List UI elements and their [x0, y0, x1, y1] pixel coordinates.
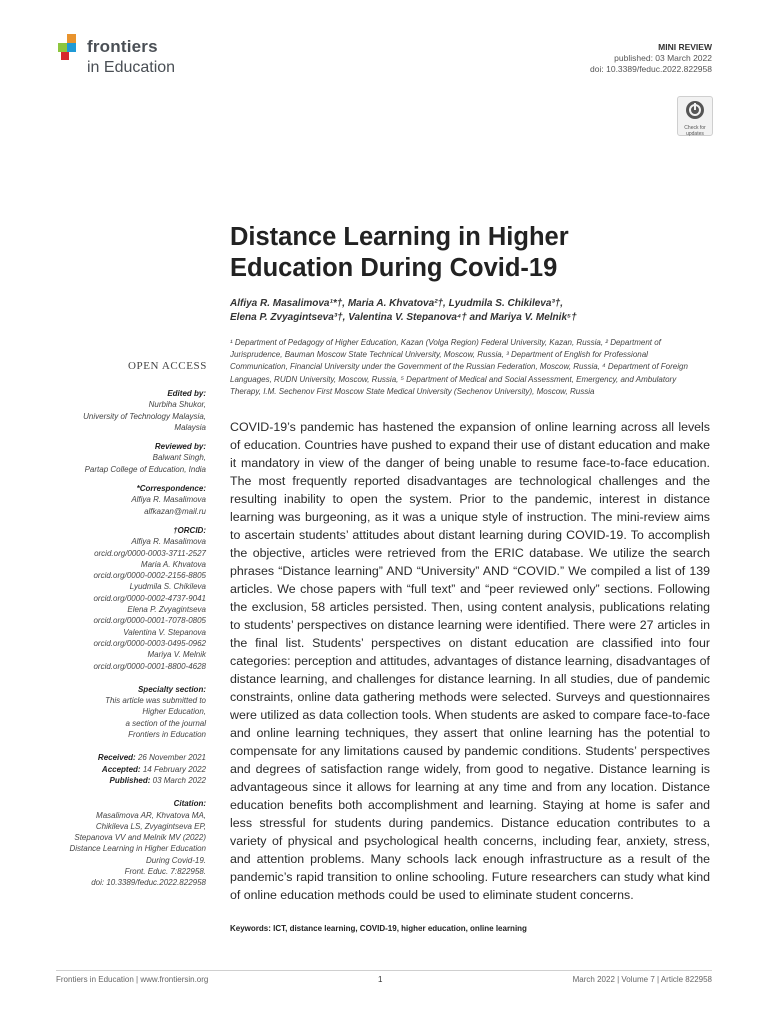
logo-journal: in Education: [87, 59, 176, 76]
footer-journal[interactable]: Frontiers in Education | www.frontiersin.org: [56, 975, 209, 984]
check-updates-icon: [685, 100, 705, 120]
journal-logo[interactable]: [57, 34, 217, 82]
correspondence-label: *Correspondence:: [136, 484, 206, 494]
reviewer-affiliation: Partap College of Education, India: [84, 464, 206, 474]
affiliations: ¹ Department of Pedagogy of Higher Education, Kazan (Volga Region) Federal University, Kazan, Russia, ² Department of Jurisprudence, Bauman Moscow State Technical University, Moscow, Russia, ³ Department of English for Professional Communication, Financial University under the Government of the Russian Federation, Moscow, Russia, ⁴ Department of Foreign Languages, RUDN University, Moscow, Russia, ⁵ Department of Medical and Social Assessment, Emergency, and Ambulatory Therapy, I.M. Sechenov First Moscow State Medical University (Sechenov University), Moscow, Russia: [230, 338, 688, 396]
orcid-link[interactable]: orcid.org/0000-0001-8800-4628: [93, 661, 206, 671]
citation-label: Citation:: [173, 799, 206, 809]
citation-line: During Covid-19.: [145, 855, 206, 865]
article-sidebar: [56, 388, 206, 889]
edited-by-name: Nurbiha Shukor,: [148, 400, 206, 410]
open-access-label: OPEN ACCESS: [127, 360, 207, 372]
edited-by-country: Malaysia: [174, 422, 206, 432]
citation-line: Front. Educ. 7:822958.: [124, 866, 206, 876]
check-for-updates-button[interactable]: [677, 96, 713, 136]
keywords: Keywords: ICT, distance learning, COVID-19, higher education, online learning: [230, 924, 527, 933]
accepted-date: [56, 764, 206, 775]
abstract: COVID-19’s pandemic has hastened the expansion of online learning across all levels of education. Countries have pushed to expand their use of distant education and make it mandatory in view of the danger of being unable to resume face-to-face education. The most frequently reported disadvantages are technological challenges and the resulting inability to open the system. Prior to the pandemic, interest in distance learning was burgeoning, as it was a unique style of instruction. The mini-review aims to ascertain students’ attitudes about distant learning during COVID-19. To accomplish the objective, articles were retrieved from the ERIC database. We utilize the search phrases “Distance learning” AND “University” AND “COVID.” We compiled a list of 139 articles. We chose papers with “full text” and “peer reviewed only” sections. Following the exclusion, 58 articles persisted. Then, using content analysis, publications relating to students’ perspectives on distance learning were identified. There were 27 articles in the final list. Students’ perspectives on distant education are classified into four categories: perception and attitudes, advantages of distance learning, disadvantages of distance learning, and challenges for distance learning. In all studies, due of pandemic constraints, online data gathering methods were selected. Surveys and questionnaires were utilized as data collection tools. When students are asked to compare face-to-face and online learning techniques, they assert that online learning has the potential to compensate for any limitations caused by pandemic conditions. Students’ perspectives and degrees of satisfaction range widely, from good to negative. Distance learning is advantageous since it allows for learning at any time and from any location. Distance education benefits both accomplishment and learning. Staying at home is safer and less stressful for students during pandemics. Distance education contributes to a variety of physical and psychological health concerns, including fear, anxiety, stress, and attention problems. Many schools lack enough infrastructure as a result of the pandemic’s rapid transition to online schooling. Future researchers can study what kind of online education methods could be used to eliminate student concerns.: [230, 420, 710, 902]
citation-line: Stepanova VV and Melnik MV (2022): [74, 833, 206, 843]
correspondence-name: Alfiya R. Masalimova: [131, 495, 206, 505]
edited-by-affiliation: University of Technology Malaysia,: [83, 411, 206, 421]
article-type: MINI REVIEW: [658, 42, 712, 52]
orcid-name: Alfiya R. Masalimova: [131, 537, 206, 547]
orcid-link[interactable]: orcid.org/0000-0002-2156-8805: [93, 571, 206, 581]
published-date-sidebar: [56, 775, 206, 786]
citation-line: Distance Learning in Higher Education: [69, 844, 206, 854]
logo-brand: frontiers: [87, 37, 158, 56]
orcid-name: Mariya V. Melnik: [147, 650, 206, 660]
orcid-link[interactable]: orcid.org/0000-0002-4737-9041: [93, 593, 206, 603]
correspondence-email[interactable]: alfkazan@mail.ru: [144, 506, 206, 516]
orcid-link[interactable]: orcid.org/0000-0001-7078-0805: [93, 616, 206, 626]
check-updates-label: Check for updates: [684, 125, 706, 137]
authors-line-2[interactable]: Elena P. Zvyagintseva³†, Valentina V. Stepanova⁴† and Mariya V. Melnik⁵†: [230, 312, 577, 323]
citation-line: Chikileva LS, Zvyagintseva EP,: [95, 821, 206, 831]
orcid-name: Maria A. Khvatova: [140, 559, 206, 569]
edited-by-label: Edited by:: [167, 389, 206, 398]
received-value: 26 November 2021: [137, 753, 206, 763]
authors-line-1[interactable]: Alfiya R. Masalimova¹*†, Maria A. Khvatova²†, Lyudmila S. Chikileva³†,: [230, 298, 564, 309]
orcid-name: Lyudmila S. Chikileva: [129, 582, 206, 592]
published-label: Published:: [109, 775, 151, 785]
citation-line: Masalimova AR, Khvatova MA,: [96, 810, 206, 820]
specialty-line: Frontiers in Education: [128, 730, 206, 740]
published-date: published: 03 March 2022: [614, 53, 712, 63]
specialty-line: a section of the journal: [125, 718, 206, 728]
published-value: 03 March 2022: [152, 775, 206, 785]
author-list: [230, 297, 700, 325]
orcid-name: Elena P. Zvyagintseva: [127, 605, 206, 615]
reviewer-name: Balwant Singh,: [152, 453, 206, 463]
article-meta: [590, 42, 712, 75]
orcid-label: †ORCID:: [173, 525, 206, 535]
doi[interactable]: doi: 10.3389/feduc.2022.822958: [590, 64, 712, 74]
page-number: 1: [378, 975, 383, 984]
specialty-line: Higher Education,: [142, 707, 206, 717]
orcid-link[interactable]: orcid.org/0000-0003-3711-2527: [94, 548, 206, 558]
reviewed-by-label: Reviewed by:: [154, 442, 206, 452]
specialty-line: This article was submitted to: [105, 696, 206, 706]
footer-divider: [56, 970, 712, 971]
received-label: Received:: [97, 753, 136, 763]
accepted-value: 14 February 2022: [142, 764, 206, 774]
article-title: Distance Learning in Higher Education During Covid-19: [230, 223, 569, 282]
orcid-name: Valentina V. Stepanova: [123, 627, 206, 637]
citation-doi[interactable]: doi: 10.3389/feduc.2022.822958: [91, 878, 206, 888]
accepted-label: Accepted:: [101, 764, 141, 774]
orcid-link[interactable]: orcid.org/0000-0003-0495-0962: [93, 638, 206, 648]
frontiers-logo-icon: [57, 34, 85, 62]
specialty-label: Specialty section:: [137, 684, 206, 694]
received-date: [56, 752, 206, 763]
footer-issue: March 2022 | Volume 7 | Article 822958: [572, 975, 712, 984]
